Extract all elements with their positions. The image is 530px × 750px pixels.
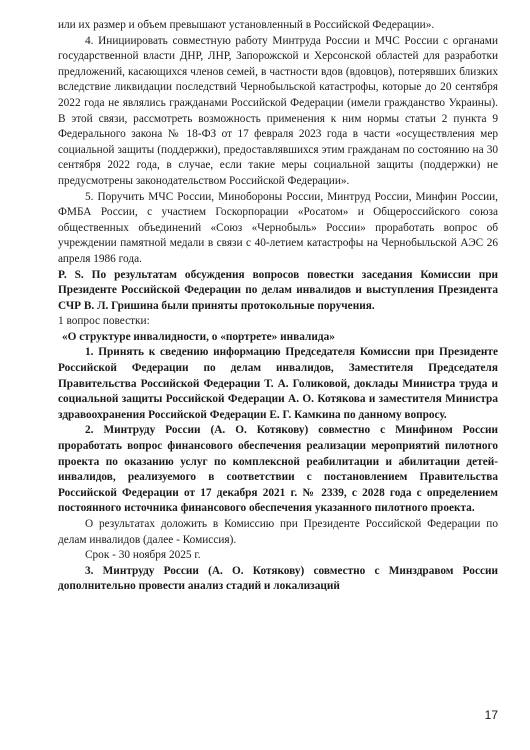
paragraph-item-4: 4. Инициировать совместную работу Минтруда России и МЧС России с органами государственной власти ДНР, ЛНР, Запорожской и Херсонской областей для разработки предложений, касающихся членов семей, в частности вдов (вдовцов), потерявших близких вследствие ликвидации последствий Чернобыльской катастрофы, которые до 20 сентября 2022 года не являлись гражданами Российской Федерации (имели гражданство Украины). В этой связи, рассмотреть возможность применения к ним нормы статьи 2 пункта 9 Федерального закона № 18-ФЗ от 17 февраля 2023 года в части «осуществления мер социальной защиты (поддержки), предоставлявшихся этим гражданам по состоянию на 30 сентября 2022 года, в случае, если такие меры социальной защиты (поддержки) не предусмотрены законодательством Российской Федерации». — [58, 34, 498, 187]
agenda-topic: «О структуре инвалидности, о «портрете» инвалида» — [62, 330, 335, 343]
page-body — [58, 18, 498, 595]
page-number: 17 — [484, 708, 498, 722]
postscript-paragraph: P. S. По результатам обсуждения вопросов повестки заседания Комиссии при Президенте Российской Федерации по делам инвалидов и выступления Президента СЧР В. Л. Гришина были приняты протокольные поручения. — [58, 268, 498, 312]
resolution-item-3: 3. Минтруду России (А. О. Котякову) совместно с Минздравом России дополнительно провести анализ стадий и локализаций — [58, 564, 498, 593]
deadline: Срок - 30 ноября 2025 г. — [85, 549, 201, 562]
resolution-item-1: 1. Принять к сведению информацию Председателя Комиссии при Президенте Российской Федерации по делам инвалидов, Заместителя Председателя Правительства Российской Федерации Т. А. Голиковой, доклады Министра труда и социальной защиты Российской Федерации А. О. Котякова и заместителя Министра здравоохранения Российской Федерации Е. Г. Камкина по данному вопросу. — [58, 346, 498, 421]
paragraph-item-5: 5. Поручить МЧС России, Минобороны России, Минтруд России, Минфин России, ФМБА России, с участием Госкорпорации «Росатом» и Общероссийского союза общественных объединений «Союз «Чернобыль» России» проработать вопрос об учреждении памятной медали в связи с 40-летием катастрофы на Чернобыльской АЭС 26 апреля 1986 года. — [58, 190, 498, 265]
report-instruction: О результатах доложить в Комиссию при Президенте Российской Федерации по делам инвалидов (далее - Комиссия). — [58, 518, 498, 546]
resolution-item-2: 2. Минтруду России (А. О. Котякову) совместно с Минфином России проработать вопрос финансового обеспечения реализации мероприятий пилотного проекта по оказанию услуг по комплексной реабилитации и абилитации детей-инвалидов, реализуемого в соответствии с постановлением Правительства Российской Федерации от 17 декабря 2021 г. № 2339, с 2028 года с определением постоянного источника финансового обеспечения указанного пилотного проекта. — [58, 424, 498, 515]
agenda-label: 1 вопрос повестки: — [58, 315, 150, 328]
paragraph-continuation: или их размер и объем превышают установленный в Российской Федерации». — [58, 19, 435, 31]
